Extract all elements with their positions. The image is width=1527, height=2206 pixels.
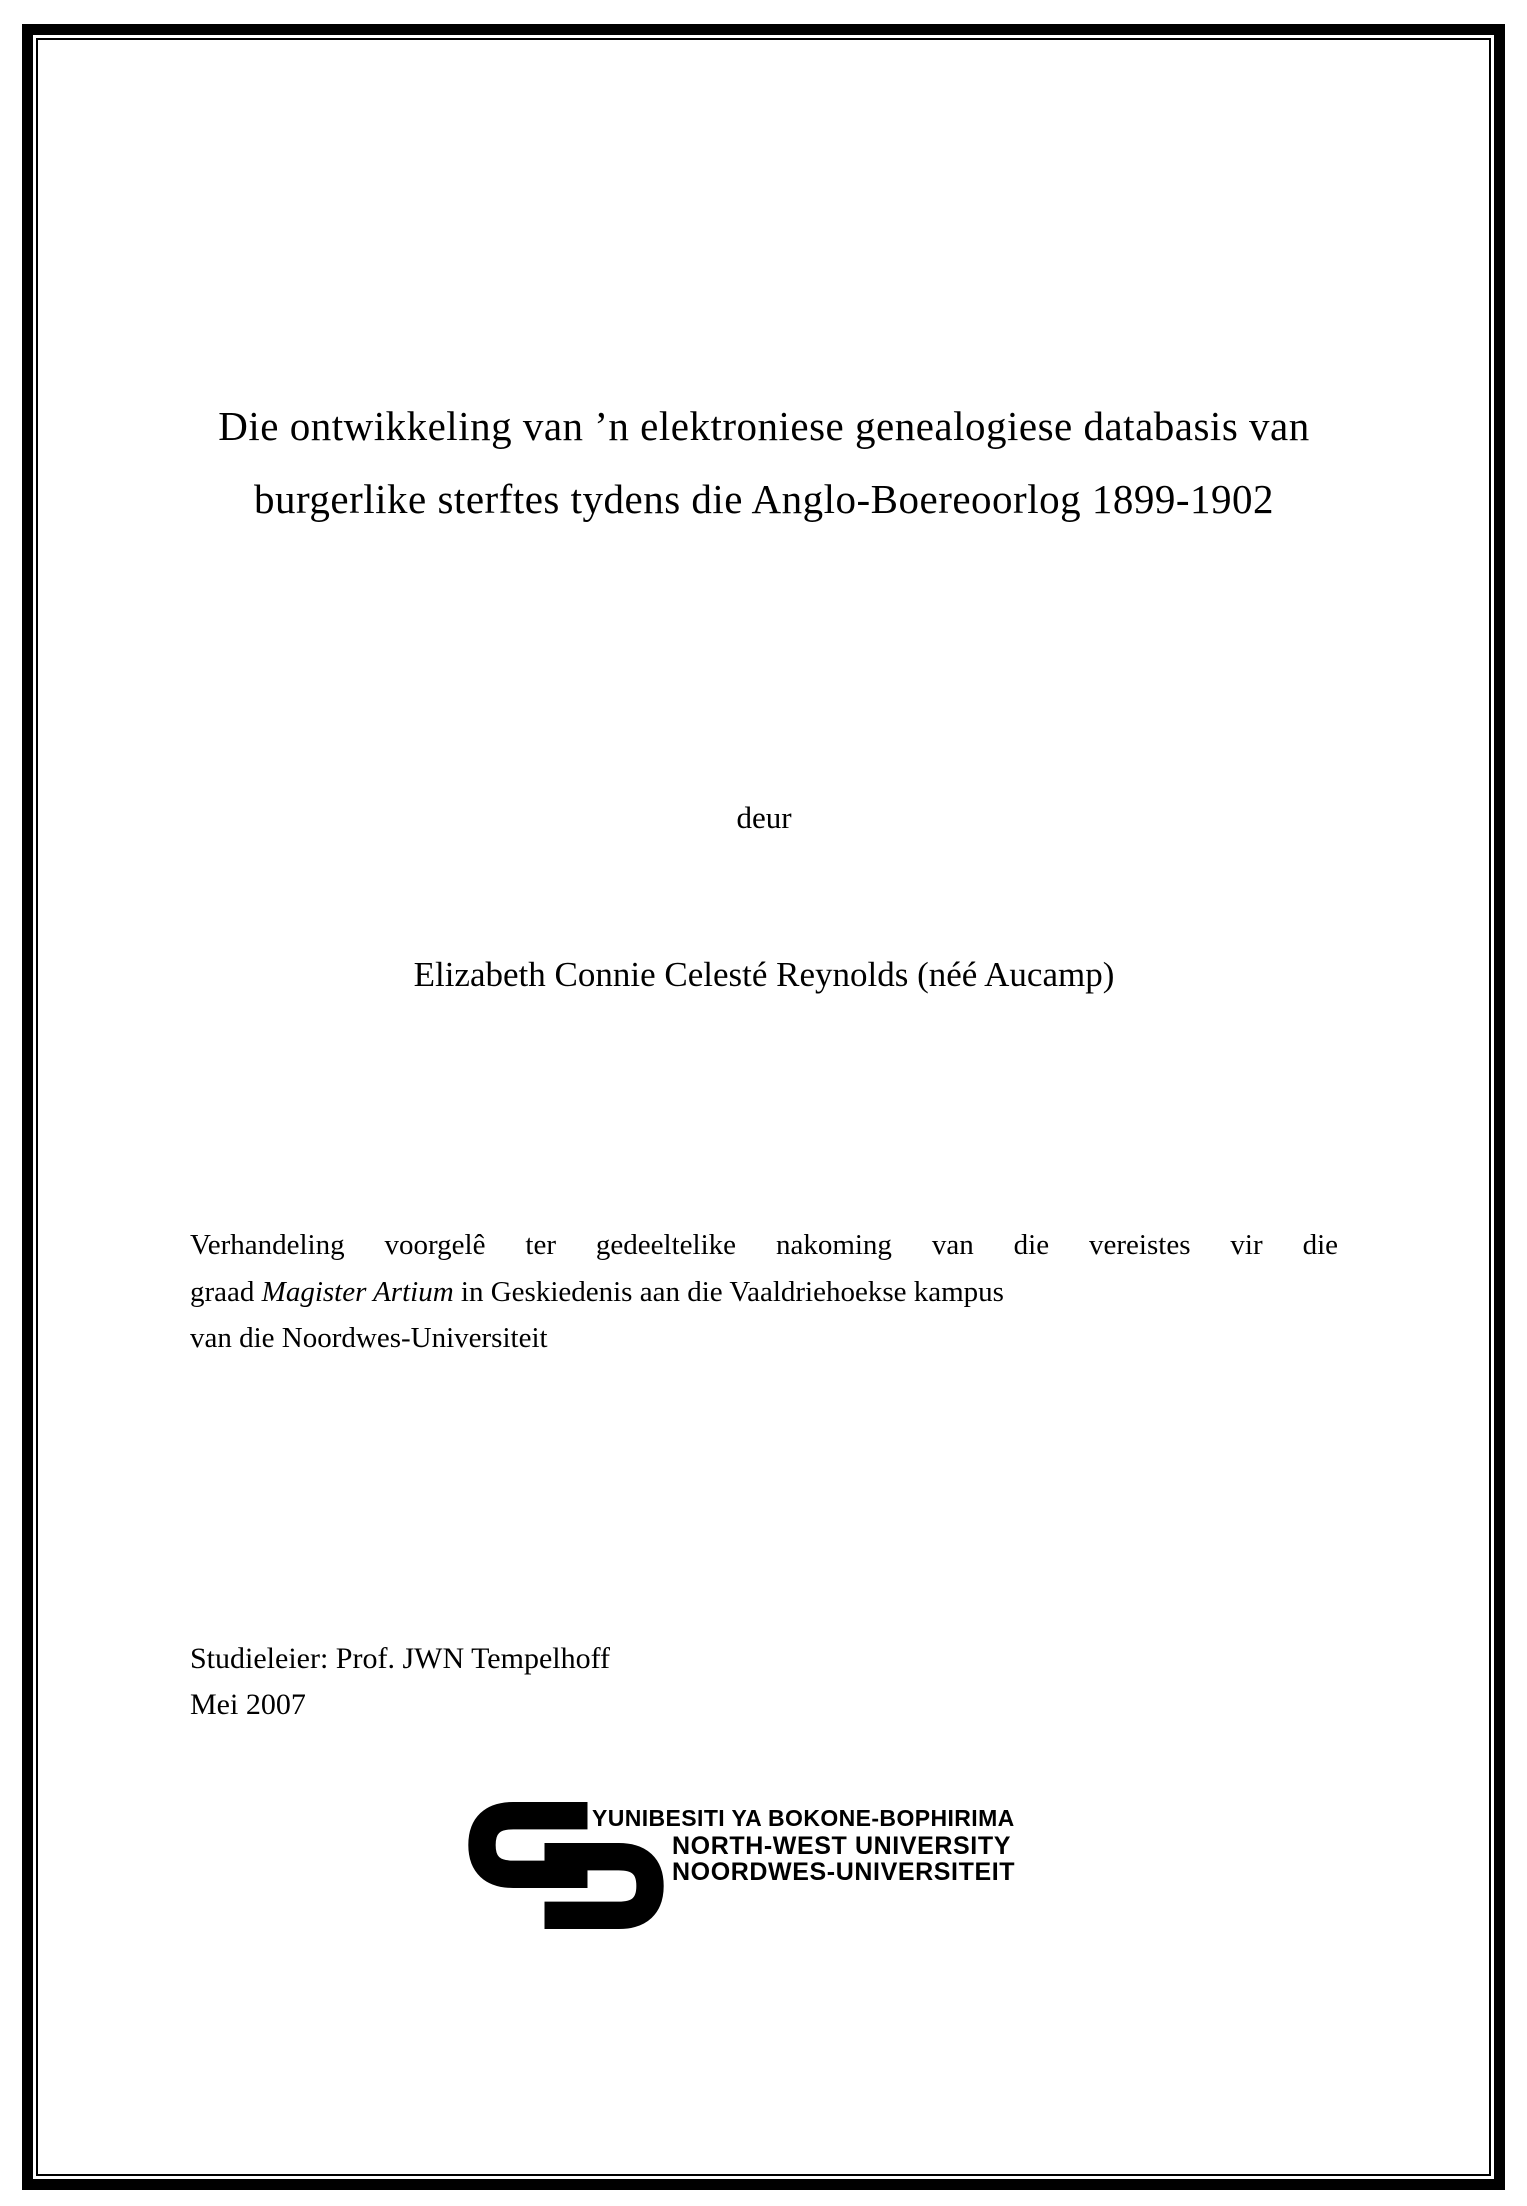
degree-line2-pre: graad bbox=[190, 1275, 262, 1308]
degree-name-italic: Magister Artium bbox=[261, 1275, 454, 1308]
degree-line2-post: in Geskiedenis aan die Vaaldriehoekse kampus bbox=[453, 1275, 1004, 1308]
logo-text-line-2: NORTH-WEST UNIVERSITY bbox=[672, 1832, 1011, 1860]
supervisor-block bbox=[190, 1636, 1338, 1728]
degree-statement-line-2 bbox=[190, 1269, 1338, 1316]
logo-text-line-3: NOORDWES-UNIVERSITEIT bbox=[672, 1858, 1016, 1886]
date-line: Mei 2007 bbox=[190, 1688, 306, 1721]
thesis-title-line-2: burgerlike sterftes tydens die Anglo-Boereoorlog 1899-1902 bbox=[253, 476, 1274, 522]
logo-text-line-1: YUNIBESITI YA BOKONE-BOPHIRIMA bbox=[592, 1805, 1015, 1831]
byline-deur: deur bbox=[736, 800, 792, 835]
university-logo-text bbox=[592, 1804, 1015, 1885]
thesis-title-line-1: Die ontwikkeling van ’n elektroniese genealogiese databasis van bbox=[218, 403, 1310, 449]
degree-statement bbox=[190, 1222, 1338, 1362]
degree-statement-line-3: van die Noordwes-Universiteit bbox=[190, 1322, 548, 1354]
thesis-title bbox=[190, 390, 1338, 536]
author-name: Elizabeth Connie Celesté Reynolds (néé Aucamp) bbox=[413, 955, 1115, 994]
degree-statement-line-1: Verhandeling voorgelê ter gedeeltelike nakoming van die vereistes vir die bbox=[190, 1229, 1338, 1261]
supervisor-line: Studieleier: Prof. JWN Tempelhoff bbox=[190, 1642, 611, 1675]
